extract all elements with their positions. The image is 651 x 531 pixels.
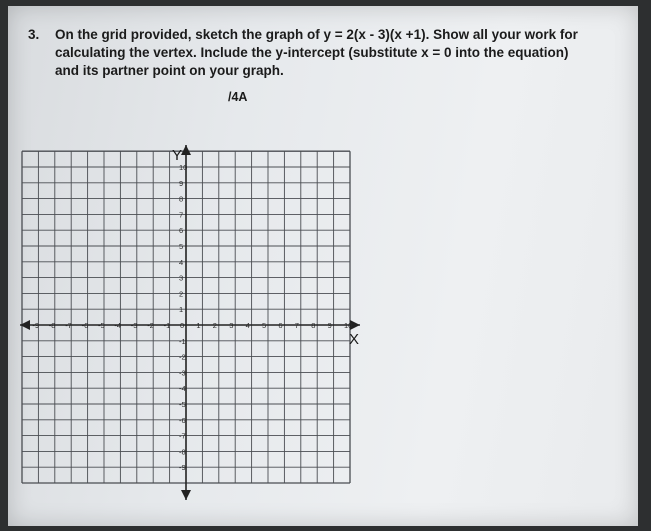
y-tick-label: 2 <box>179 289 184 299</box>
tick-labels <box>32 163 352 472</box>
y-tick-label: -4 <box>179 384 186 394</box>
x-tick-label: 9 <box>327 321 332 330</box>
x-tick-label: 6 <box>278 321 283 330</box>
x-tick-label: -4 <box>114 321 122 330</box>
y-axis-arrow-up-icon <box>181 145 191 155</box>
x-tick-label: -6 <box>81 321 89 330</box>
x-tick-label: -9 <box>32 321 40 330</box>
x-tick-label: 8 <box>311 321 316 330</box>
y-tick-label: 4 <box>179 257 184 267</box>
y-tick-label: -6 <box>179 415 186 425</box>
y-tick-label: -9 <box>179 463 186 473</box>
x-tick-label: 7 <box>294 321 299 330</box>
x-tick-label: 2 <box>212 321 217 330</box>
x-tick-label: -5 <box>98 321 105 330</box>
y-tick-label: 10 <box>179 163 188 172</box>
y-axis-arrow-down-icon <box>181 490 191 500</box>
x-tick-label: 5 <box>262 321 267 330</box>
y-tick-label: -2 <box>179 352 186 362</box>
y-tick-label: -1 <box>179 336 186 346</box>
x-tick-label: 3 <box>229 321 234 330</box>
question-text: On the grid provided, sketch the graph of y = 2(x - 3)(x +1). Show all your work for calculating the vertex. Include the y-intercept (substitute x = 0 into the equation) and its partner point on your graph. <box>55 27 578 78</box>
y-axis-label: Y <box>172 147 183 164</box>
y-tick-label: -7 <box>179 431 186 441</box>
x-tick-label: 10 <box>344 321 353 330</box>
y-tick-label: 3 <box>179 273 184 283</box>
x-tick-label: 1 <box>196 321 201 330</box>
marks-label: /4A <box>228 90 248 104</box>
y-tick-label: 8 <box>179 194 184 204</box>
x-tick-label: -3 <box>130 321 138 330</box>
y-tick-label: 9 <box>179 178 184 188</box>
x-tick-label: 4 <box>245 321 250 330</box>
y-tick-label: 7 <box>179 210 184 220</box>
y-tick-label: -3 <box>179 368 186 378</box>
x-tick-label: -7 <box>65 321 72 330</box>
y-tick-label: 1 <box>179 305 184 315</box>
x-axis-label: X <box>349 331 360 348</box>
y-tick-label: 6 <box>179 226 184 236</box>
x-tick-label: -8 <box>48 321 56 330</box>
y-tick-label: -8 <box>179 447 186 457</box>
x-tick-label: -2 <box>147 321 154 330</box>
x-tick-label: 0 <box>180 321 185 330</box>
y-tick-label: 5 <box>179 242 184 251</box>
x-tick-label: -1 <box>163 321 171 330</box>
y-tick-label: -5 <box>179 400 186 409</box>
question-number: 3. <box>28 27 40 42</box>
